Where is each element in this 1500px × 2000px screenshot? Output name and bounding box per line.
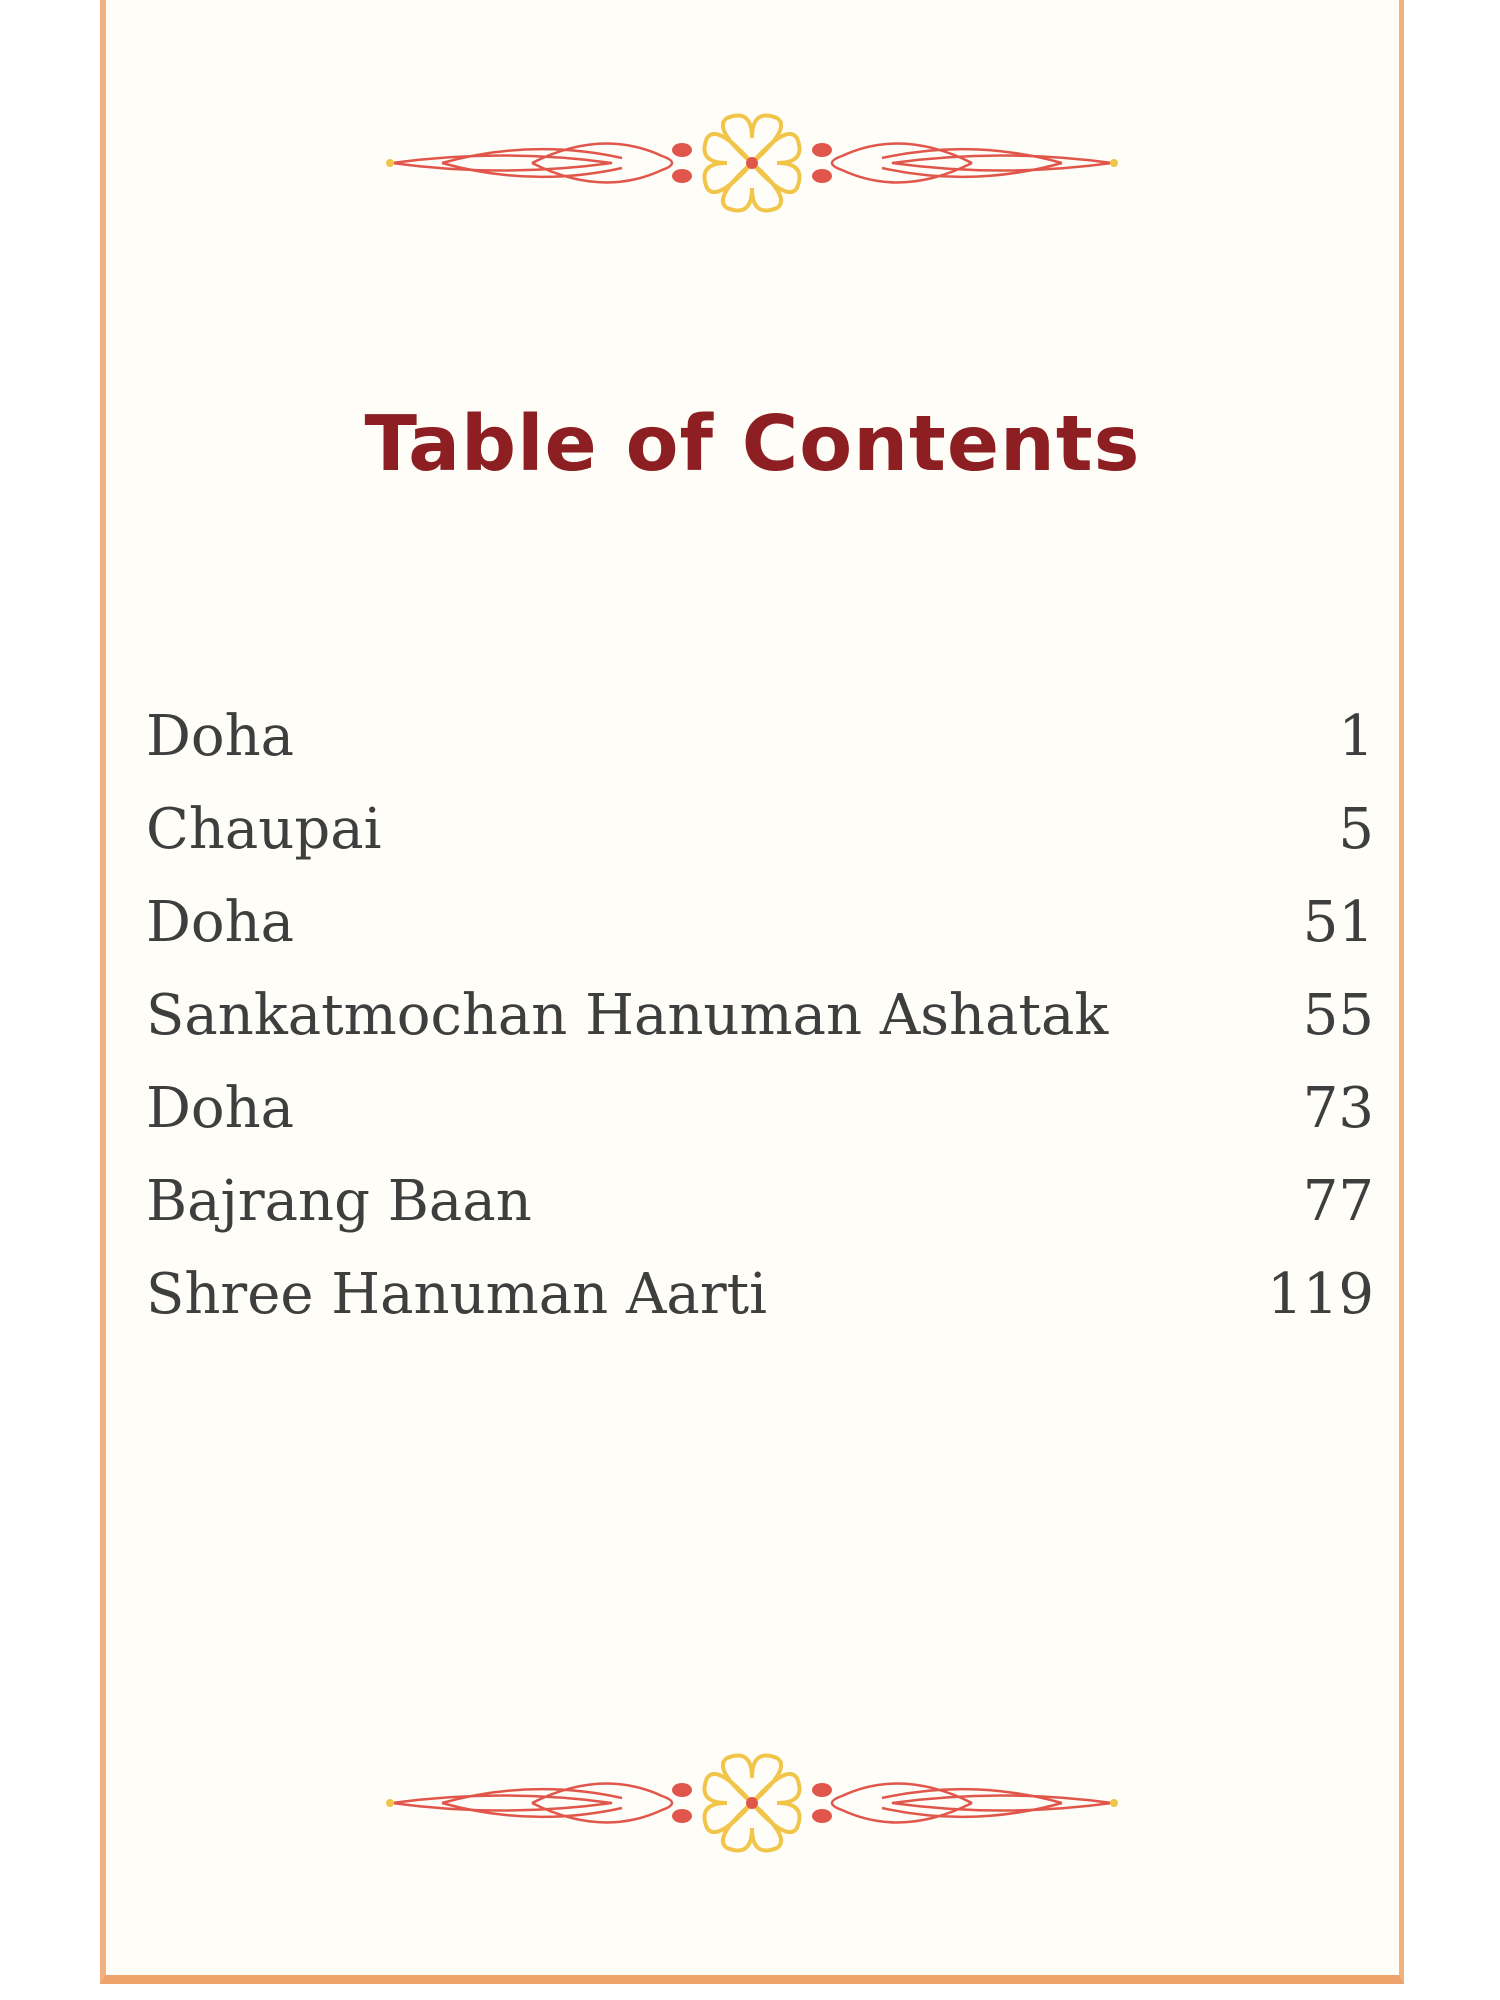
toc-entry [146,797,1374,890]
book-page [100,0,1404,1984]
table-of-contents [146,704,1374,1355]
toc-entry-page: 73 [1302,1076,1374,1141]
toc-entry-page: 5 [1338,797,1374,862]
floral-divider-icon [382,1748,1122,1858]
toc-entry [146,704,1374,797]
floral-divider-icon [382,108,1122,218]
toc-entry-label: Chaupai [146,797,382,862]
toc-entry [146,890,1374,983]
toc-entry-page: 119 [1267,1262,1374,1327]
toc-entry-page: 1 [1338,704,1374,769]
toc-entry-label: Bajrang Baan [146,1169,532,1234]
toc-entry-label: Sankatmochan Hanuman Ashatak [146,983,1109,1048]
toc-entry [146,983,1374,1076]
page-title: Table of Contents [364,400,1141,489]
toc-entry-label: Shree Hanuman Aarti [146,1262,768,1327]
toc-entry [146,1169,1374,1262]
toc-entry-page: 51 [1302,890,1374,955]
toc-entry-label: Doha [146,704,295,769]
toc-entry-page: 77 [1302,1169,1374,1234]
toc-entry-page: 55 [1302,983,1374,1048]
toc-entry [146,1262,1374,1355]
toc-entry-label: Doha [146,1076,295,1141]
toc-entry-label: Doha [146,890,295,955]
toc-entry [146,1076,1374,1169]
